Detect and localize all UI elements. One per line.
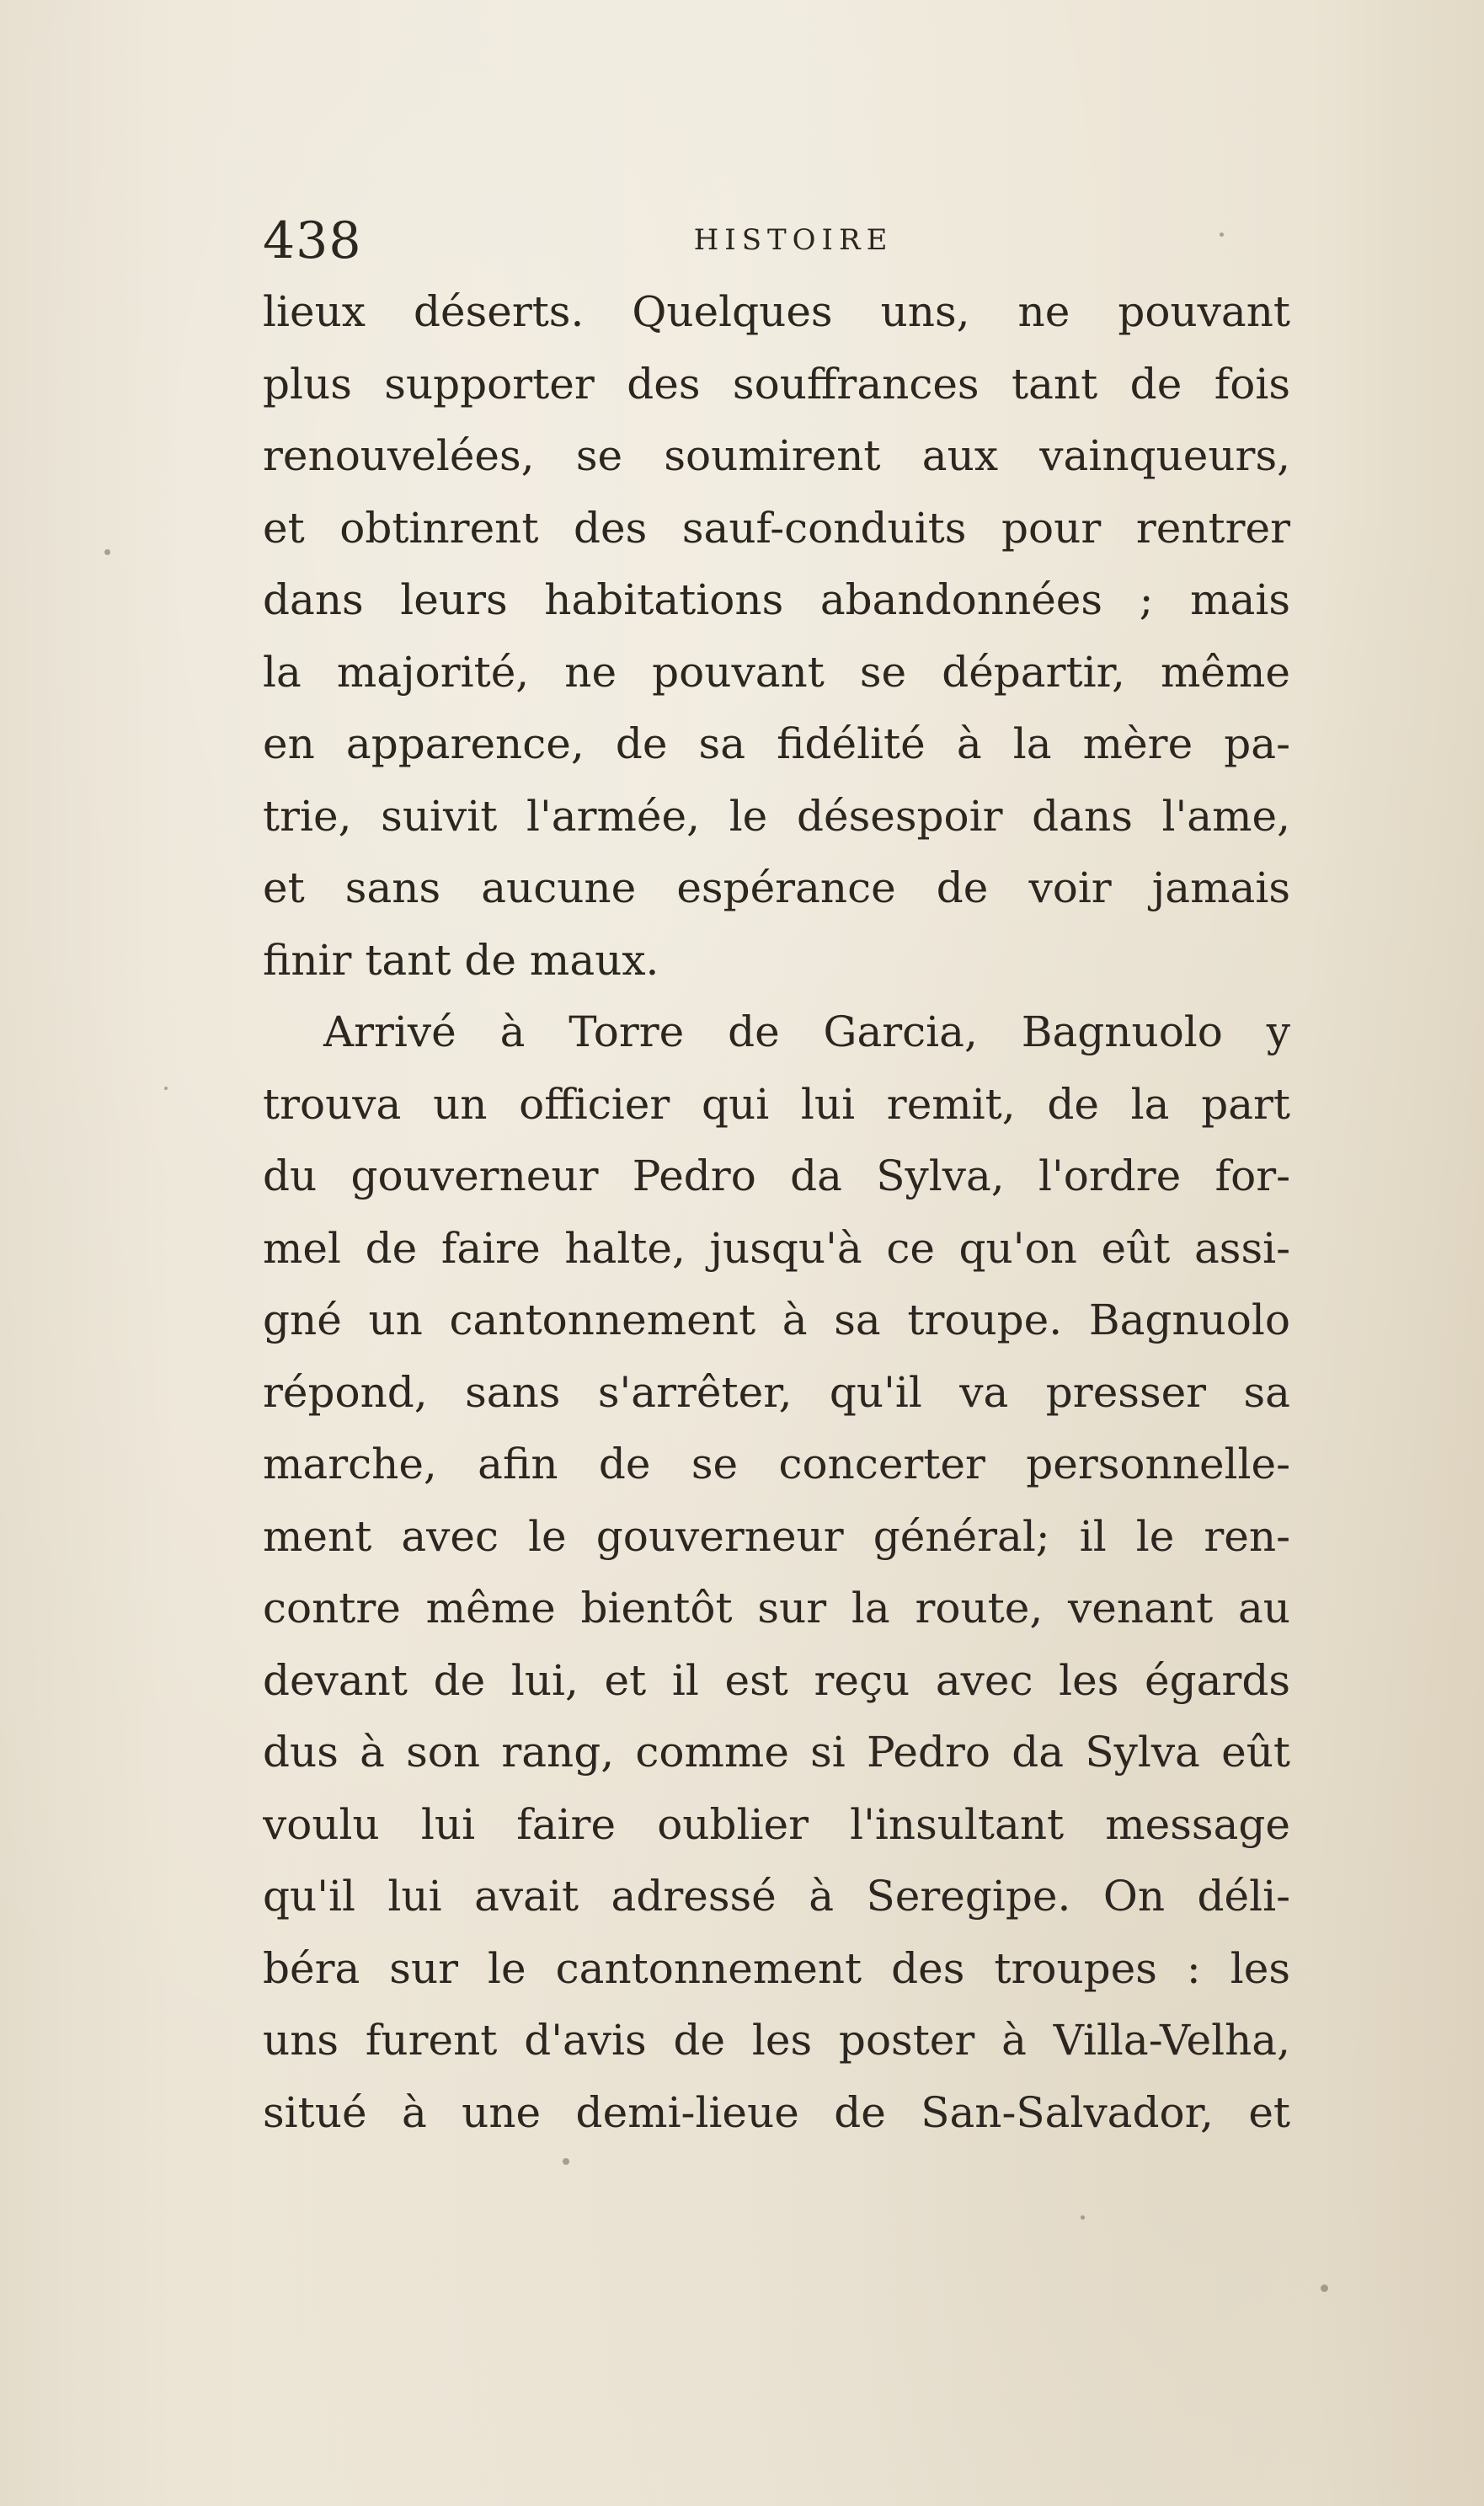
- text-line: devant de lui, et il est reçu avec les égards: [263, 1655, 1290, 1705]
- text-line: dus à son rang, comme si Pedro da Sylva eût: [263, 1728, 1290, 1777]
- text-line: Arrivé à Torre de Garcia, Bagnuolo y: [323, 1007, 1290, 1056]
- text-line: plus supporter des souffrances tant de fois: [263, 359, 1290, 409]
- text-line: et obtinrent des sauf-conduits pour rentrer: [263, 503, 1290, 553]
- text-line: situé à une demi-lieue de San-Salvador, et: [263, 2087, 1290, 2137]
- text-line: lieux déserts. Quelques uns, ne pouvant: [263, 287, 1290, 336]
- text-line: béra sur le cantonnement des troupes : les: [263, 1943, 1290, 1993]
- text-line: en apparence, de sa fidélité à la mère pa-: [263, 719, 1290, 768]
- text-line: marche, afin de se concerter personnelle-: [263, 1440, 1290, 1488]
- page-header: [263, 207, 1290, 275]
- text-line: voulu lui faire oublier l'insultant message: [263, 1799, 1290, 1849]
- text-line: qu'il lui avait adressé à Seregipe. On déli-: [263, 1872, 1290, 1921]
- paper-speck: [164, 1087, 168, 1090]
- body-text: [263, 276, 1290, 2149]
- paper-speck: [1081, 2215, 1085, 2220]
- text-line: dans leurs habitations abandonnées ; mais: [263, 575, 1290, 624]
- paper-speck: [104, 549, 110, 555]
- paragraph-2: [263, 997, 1290, 2149]
- text-line: finir tant de maux.: [263, 935, 659, 985]
- text-line: la majorité, ne pouvant se départir, même: [263, 647, 1290, 697]
- text-line: trie, suivit l'armée, le désespoir dans l'ame,: [263, 791, 1290, 841]
- text-line: et sans aucune espérance de voir jamais: [263, 863, 1290, 912]
- running-title: HISTOIRE: [693, 223, 894, 257]
- text-line: gné un cantonnement à sa troupe. Bagnuolo: [263, 1296, 1290, 1344]
- page-number: 438: [263, 211, 362, 270]
- text-line: mel de faire halte, jusqu'à ce qu'on eût assi-: [263, 1223, 1290, 1273]
- paragraph-1: [263, 276, 1290, 997]
- text-line: contre même bientôt sur la route, venant au: [263, 1584, 1290, 1632]
- paper-speck: [563, 2158, 569, 2165]
- text-line: trouva un officier qui lui remit, de la part: [263, 1079, 1290, 1129]
- text-line: uns furent d'avis de les poster à Villa-Velha,: [263, 2016, 1290, 2065]
- text-line: répond, sans s'arrêter, qu'il va presser sa: [263, 1367, 1290, 1417]
- text-line: du gouverneur Pedro da Sylva, l'ordre for-: [263, 1151, 1290, 1200]
- text-line: ment avec le gouverneur général; il le ren-: [263, 1511, 1290, 1561]
- paper-speck: [1321, 2284, 1328, 2292]
- text-line: renouvelées, se soumirent aux vainqueurs,: [263, 431, 1290, 480]
